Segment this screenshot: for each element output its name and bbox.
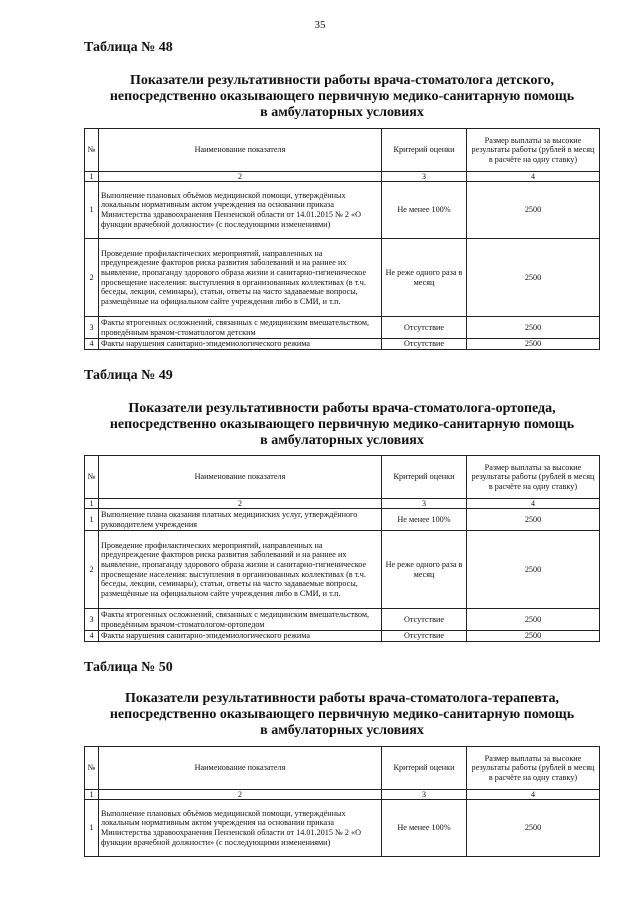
header-criterion: Критерий оценки: [382, 747, 467, 790]
title-line: Показатели результативности работы врача-стоматолога-терапевта,: [124, 691, 560, 706]
header-name: Наименование показателя: [99, 456, 382, 499]
column-index-row: [85, 790, 600, 800]
column-index-row: [85, 172, 600, 182]
table-49-title: [84, 401, 600, 449]
column-index: 2: [99, 172, 382, 182]
column-index: 1: [85, 172, 99, 182]
header-row: [85, 747, 600, 790]
table-48-heading: Таблица № 48: [84, 40, 173, 55]
row-no: 3: [85, 609, 99, 631]
header-no: №: [85, 129, 99, 172]
column-index: 3: [382, 790, 467, 800]
header-no: №: [85, 747, 99, 790]
row-criterion: Отсутствие: [382, 631, 467, 642]
table-50-title: [84, 691, 600, 739]
table-50-heading: Таблица № 50: [84, 660, 173, 675]
column-index: 1: [85, 790, 99, 800]
row-payment: 2500: [467, 317, 600, 339]
table-row: [85, 509, 600, 531]
row-name: Факты ятрогенных осложнений, связанных с медицинским вмешательством, проведённым врачом-стоматологом-ортопедом: [99, 609, 382, 631]
row-payment: 2500: [467, 609, 600, 631]
title-line: непосредственно оказывающего первичную медико-санитарную помощь: [109, 417, 575, 432]
row-criterion: Не реже одного раза в месяц: [382, 239, 467, 317]
row-payment: 2500: [467, 800, 600, 857]
table-row: [85, 609, 600, 631]
row-criterion: Не менее 100%: [382, 182, 467, 239]
row-criterion: Не менее 100%: [382, 509, 467, 531]
table-48: [84, 128, 600, 350]
row-name: Выполнение плановых объёмов медицинской помощи, утверждённых локальным нормативным актом учреждения на основании приказа Министерства здравоохранения Пензенской области от 14.01.2015 № 2 «О функции врачебной должности» (с последующими изменениями): [99, 182, 382, 239]
row-no: 1: [85, 800, 99, 857]
row-no: 2: [85, 239, 99, 317]
row-no: 1: [85, 509, 99, 531]
table-50: [84, 746, 600, 857]
table-row: [85, 339, 600, 350]
table-row: [85, 239, 600, 317]
row-criterion: Не реже одного раза в месяц: [382, 531, 467, 609]
row-payment: 2500: [467, 339, 600, 350]
table-row: [85, 631, 600, 642]
column-index-row: [85, 499, 600, 509]
header-criterion: Критерий оценки: [382, 129, 467, 172]
column-index: 2: [99, 499, 382, 509]
row-payment: 2500: [467, 182, 600, 239]
column-index: 2: [99, 790, 382, 800]
table-49-heading: Таблица № 49: [84, 368, 173, 383]
row-name: Проведение профилактических мероприятий, направленных на предупреждение факторов риска развития заболеваний и на раннее их выявление, пропаганду здорового образа жизни и санитарно-гигиеническое просвещение населения: выступления в организованных коллективах (в т.ч. беседы, лекции, семинары), статьи, ответы на часто задаваемые вопросы, размещённые на официальном сайте учреждения либо в СМИ, и т.п.: [99, 531, 382, 609]
row-name: Факты ятрогенных осложнений, связанных с медицинским вмешательством, проведённым врачом-стоматологом детским: [99, 317, 382, 339]
row-no: 1: [85, 182, 99, 239]
row-no: 4: [85, 631, 99, 642]
header-payment: Размер выплаты за высокие результаты работы (рублей в месяц в расчёте на одну ставку): [467, 129, 600, 172]
row-name: Проведение профилактических мероприятий, направленных на предупреждение факторов риска развития заболеваний и на раннее их выявление, пропаганду здорового образа жизни и санитарно-гигиеническое просвещение населения: выступления в организованных коллективах (в т.ч. беседы, лекции, семинары), статьи, ответы на часто задаваемые вопросы, размещённые на официальном сайте учреждения либо в СМИ, и т.п.: [99, 239, 382, 317]
header-row: [85, 456, 600, 499]
row-criterion: Отсутствие: [382, 609, 467, 631]
table-48-title: [84, 73, 600, 121]
page-number: 35: [314, 19, 326, 31]
row-criterion: Не менее 100%: [382, 800, 467, 857]
row-payment: 2500: [467, 631, 600, 642]
column-index: 4: [467, 790, 600, 800]
title-line: Показатели результативности работы врача-стоматолога детского,: [129, 73, 555, 88]
column-index: 4: [467, 499, 600, 509]
row-name: Выполнение плановых объёмов медицинской помощи, утверждённых локальным нормативным актом учреждения на основании приказа Министерства здравоохранения Пензенской области от 14.01.2015 № 2 «О функции врачебной должности» (с последующими изменениями): [99, 800, 382, 857]
table-row: [85, 800, 600, 857]
table-row: [85, 317, 600, 339]
row-no: 4: [85, 339, 99, 350]
column-index: 1: [85, 499, 99, 509]
header-payment: Размер выплаты за высокие результаты работы (рублей в месяц в расчёте на одну ставку): [467, 456, 600, 499]
row-payment: 2500: [467, 239, 600, 317]
title-line: в амбулаторных условиях: [260, 723, 424, 738]
row-no: 2: [85, 531, 99, 609]
header-criterion: Критерий оценки: [382, 456, 467, 499]
title-line: в амбулаторных условиях: [260, 433, 424, 448]
header-no: №: [85, 456, 99, 499]
row-no: 3: [85, 317, 99, 339]
column-index: 3: [382, 172, 467, 182]
table-row: [85, 182, 600, 239]
row-payment: 2500: [467, 531, 600, 609]
title-line: непосредственно оказывающего первичную медико-санитарную помощь: [109, 89, 575, 104]
title-line: непосредственно оказывающего первичную медико-санитарную помощь: [109, 707, 575, 722]
table-49: [84, 455, 600, 642]
column-index: 3: [382, 499, 467, 509]
row-name: Факты нарушения санитарно-эпидемиологического режима: [99, 339, 382, 350]
table-row: [85, 531, 600, 609]
row-name: Факты нарушения санитарно-эпидемиологического режима: [99, 631, 382, 642]
title-line: Показатели результативности работы врача-стоматолога-ортопеда,: [128, 401, 556, 416]
row-name: Выполнение плана оказания платных медицинских услуг, утверждённого руководителем учреждения: [99, 509, 382, 531]
header-name: Наименование показателя: [99, 747, 382, 790]
row-payment: 2500: [467, 509, 600, 531]
column-index: 4: [467, 172, 600, 182]
header-row: [85, 129, 600, 172]
row-criterion: Отсутствие: [382, 317, 467, 339]
header-payment: Размер выплаты за высокие результаты работы (рублей в месяц в расчёте на одну ставку): [467, 747, 600, 790]
row-criterion: Отсутствие: [382, 339, 467, 350]
title-line: в амбулаторных условиях: [260, 105, 424, 120]
header-name: Наименование показателя: [99, 129, 382, 172]
